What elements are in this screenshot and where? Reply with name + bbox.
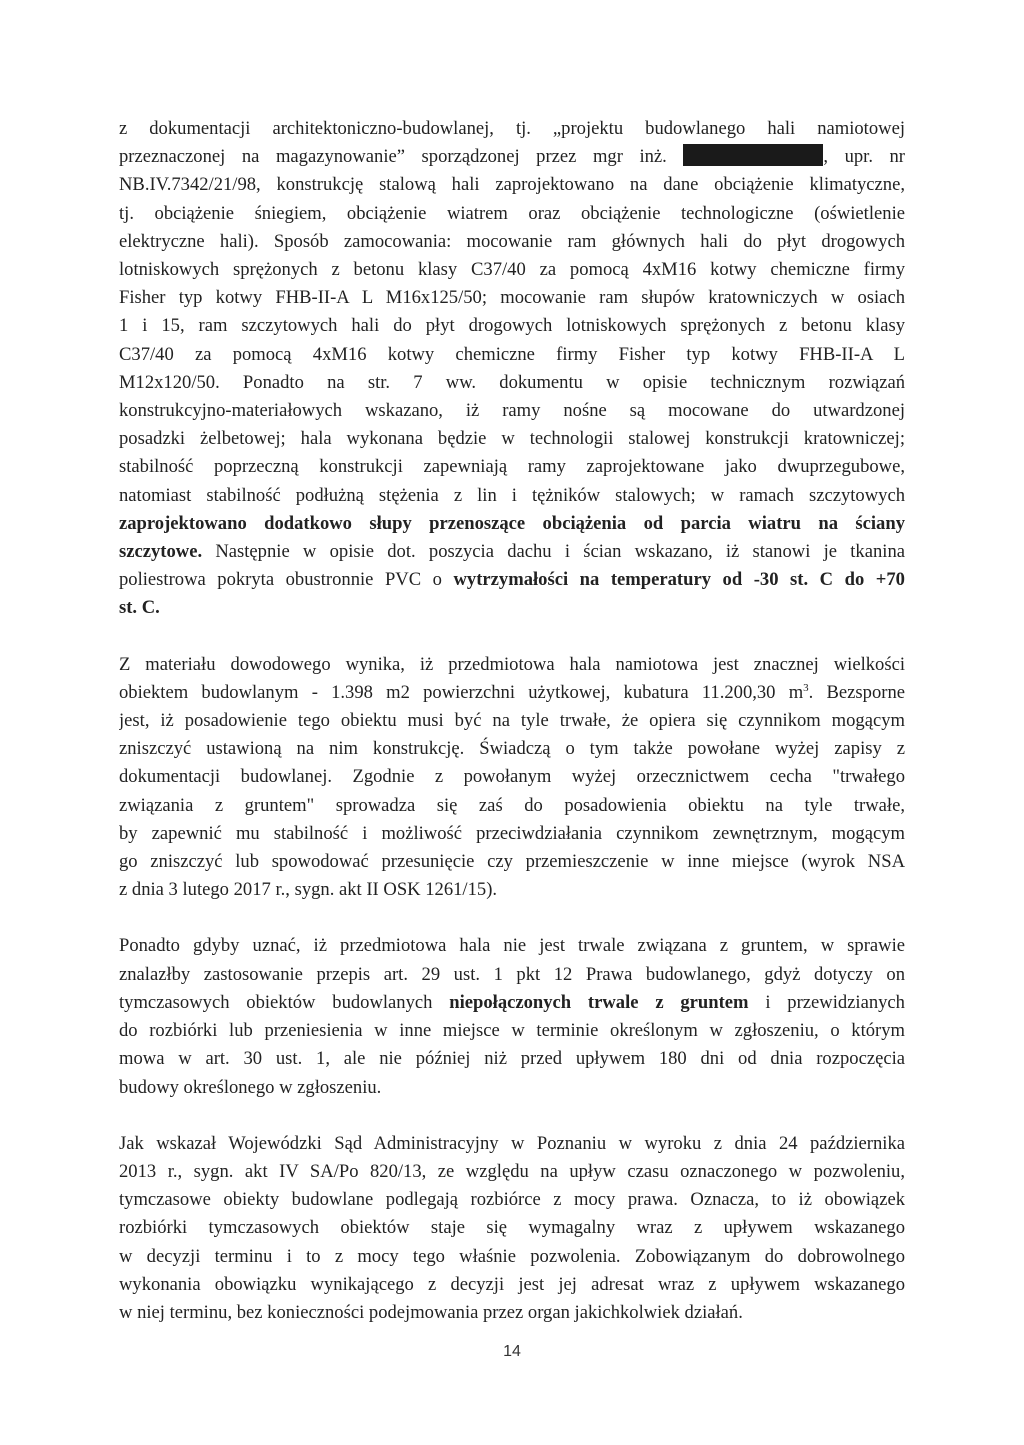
text-line: 1 i 15, ram szczytowych hali do płyt drogowych lotniskowych sprężonych z betonu klasy xyxy=(119,315,905,337)
text-line: natomiast stabilność podłużną stężenia z lin i tężników stalowych; w ramach szczytowych xyxy=(119,484,905,506)
text-span: , upr. nr xyxy=(823,146,905,168)
text-line: z dokumentacji architektoniczno-budowlanej, tj. „projektu budowlanego hali namiotowej xyxy=(119,118,905,139)
text-line: Ponadto gdyby uznać, iż przedmiotowa hala nie jest trwale związana z gruntem, w sprawie xyxy=(119,935,905,957)
superscript: 3 xyxy=(803,681,809,694)
paragraph-2 xyxy=(119,651,905,905)
text-span: obiektem budowlanym - 1.398 m2 powierzchni użytkowej, kubatura 11.200,30 m xyxy=(119,681,804,703)
text-line xyxy=(119,989,905,1017)
text-line: w niej terminu, bez konieczności podejmowania przez organ jakichkolwiek działań. xyxy=(119,1301,743,1323)
text-line xyxy=(119,510,905,538)
text-line: tj. obciążenie śniegiem, obciążenie wiatrem oraz obciążenie technologiczne (oświetlenie xyxy=(119,202,905,224)
text-line: NB.IV.7342/21/98, konstrukcję stalową hali zaprojektowano na dane obciążenie klimatyczne, xyxy=(119,174,905,196)
text-line: jest, iż posadowienie tego obiektu musi być na tyle trwałe, że opiera się czynnikom mogącym xyxy=(119,710,905,732)
text-line: C37/40 za pomocą 4xM16 kotwy chemiczne firmy Fisher typ kotwy FHB-II-A L xyxy=(119,343,905,365)
text-line: 2013 r., sygn. akt IV SA/Po 820/13, ze względu na upływ czasu oznaczonego w pozwoleniu, xyxy=(119,1160,905,1182)
text-line: by zapewnić mu stabilność i możliwość przeciwdziałania czynnikom zewnętrznym, mogącym xyxy=(119,822,905,844)
text-line: Fisher typ kotwy FHB-II-A L M16x125/50; mocowanie ram słupów kratowniczych w osiach xyxy=(119,287,905,309)
text-line: dokumentacji budowlanej. Zgodnie z powołanym wyżej orzecznictwem cecha "trwałego xyxy=(119,766,905,788)
text-line: budowy określonego w zgłoszeniu. xyxy=(119,1076,382,1098)
bold-text: szczytowe. xyxy=(119,541,203,563)
page-number: 14 xyxy=(503,1343,521,1360)
text-line xyxy=(119,566,905,594)
text-line: z dnia 3 lutego 2017 r., sygn. akt II OSK 1261/15). xyxy=(119,879,498,901)
text-span: przeznaczonej na magazynowanie” sporządzonej przez mgr inż. xyxy=(119,146,667,168)
text-line xyxy=(119,679,905,707)
text-line: Z materiału dowodowego wynika, iż przedmiotowa hala namiotowa jest znacznej wielkości xyxy=(119,653,905,675)
text-span: . Bezsporne xyxy=(808,681,905,703)
text-line: w decyzji terminu i to z mocy tego właśnie pozwolenia. Zobowiązanym do dobrowolnego xyxy=(119,1245,905,1267)
text-span: i przewidzianych xyxy=(748,991,905,1013)
text-span: tymczasowych obiektów budowlanych xyxy=(119,991,450,1013)
text-line: konstrukcyjno-materiałowych wskazano, iż ramy nośne są mocowane do utwardzonej xyxy=(119,400,905,422)
text-line: tymczasowe obiekty budowlane podlegają rozbiórce z mocy prawa. Oznacza, to iż obowiązek xyxy=(119,1189,905,1211)
bold-text: niepołączonych trwale z gruntem xyxy=(449,991,749,1013)
text-span: poliestrowa pokryta obustronnie PVC o xyxy=(119,569,454,591)
text-line xyxy=(119,594,905,622)
text-line xyxy=(119,143,905,171)
text-line: stabilność poprzeczną konstrukcji zapewniają ramy zaprojektowane jako dwuprzegubowe, xyxy=(119,456,905,478)
bold-text: st. C. xyxy=(119,597,160,619)
text-line: M12x120/50. Ponadto na str. 7 ww. dokumentu w opisie technicznym rozwiązań xyxy=(119,371,905,393)
paragraph-1 xyxy=(119,115,905,623)
document-body xyxy=(119,115,905,1327)
paragraph-3 xyxy=(119,932,905,1101)
text-line: go zniszczyć lub spowodować przesunięcie czy przemieszczenie w inne miejsce (wyrok NSA xyxy=(119,851,905,873)
text-line: rozbiórki tymczasowych obiektów staje się wymagalny wraz z upływem wskazanego xyxy=(119,1217,905,1239)
redaction-box xyxy=(683,144,823,166)
bold-text: wytrzymałości na temperatury od -30 st. C do +70 xyxy=(453,569,905,591)
text-line: związania z gruntem" sprowadza się zaś do posadowienia obiektu na tyle trwałe, xyxy=(119,794,905,816)
text-line: posadzki żelbetowej; hala wykonana będzie w technologii stalowej konstrukcji kratowniczej; xyxy=(119,428,905,450)
text-line: zniszczyć ustawioną na nim konstrukcję. Świadczą o tym także powołane wyżej zapisy z xyxy=(119,738,905,760)
bold-text: zaprojektowano dodatkowo słupy przenoszące obciążenia od parcia wiatru na ściany xyxy=(119,512,905,534)
text-line: lotniskowych sprężonych z betonu klasy C37/40 za pomocą 4xM16 kotwy chemiczne firmy xyxy=(119,259,905,281)
text-line: do rozbiórki lub przeniesienia w inne miejsce w terminie określonym w zgłoszeniu, o którym xyxy=(119,1020,905,1042)
text-line: elektryczne hali). Sposób zamocowania: mocowanie ram głównych hali do płyt drogowych xyxy=(119,230,905,252)
text-line xyxy=(119,538,905,566)
text-line: Jak wskazał Wojewódzki Sąd Administracyjny w Poznaniu w wyroku z dnia 24 października xyxy=(119,1132,905,1154)
text-span: Następnie w opisie dot. poszycia dachu i ścian wskazano, iż stanowi je tkanina xyxy=(202,541,905,563)
paragraph-4 xyxy=(119,1130,905,1327)
text-line: mowa w art. 30 ust. 1, ale nie później niż przed upływem 180 dni od dnia rozpoczęcia xyxy=(119,1048,905,1070)
text-line: znalazłby zastosowanie przepis art. 29 ust. 1 pkt 12 Prawa budowlanego, gdyż dotyczy on xyxy=(119,963,905,985)
text-line: wykonania obowiązku wynikającego z decyzji jest jej adresat wraz z upływem wskazanego xyxy=(119,1273,905,1295)
